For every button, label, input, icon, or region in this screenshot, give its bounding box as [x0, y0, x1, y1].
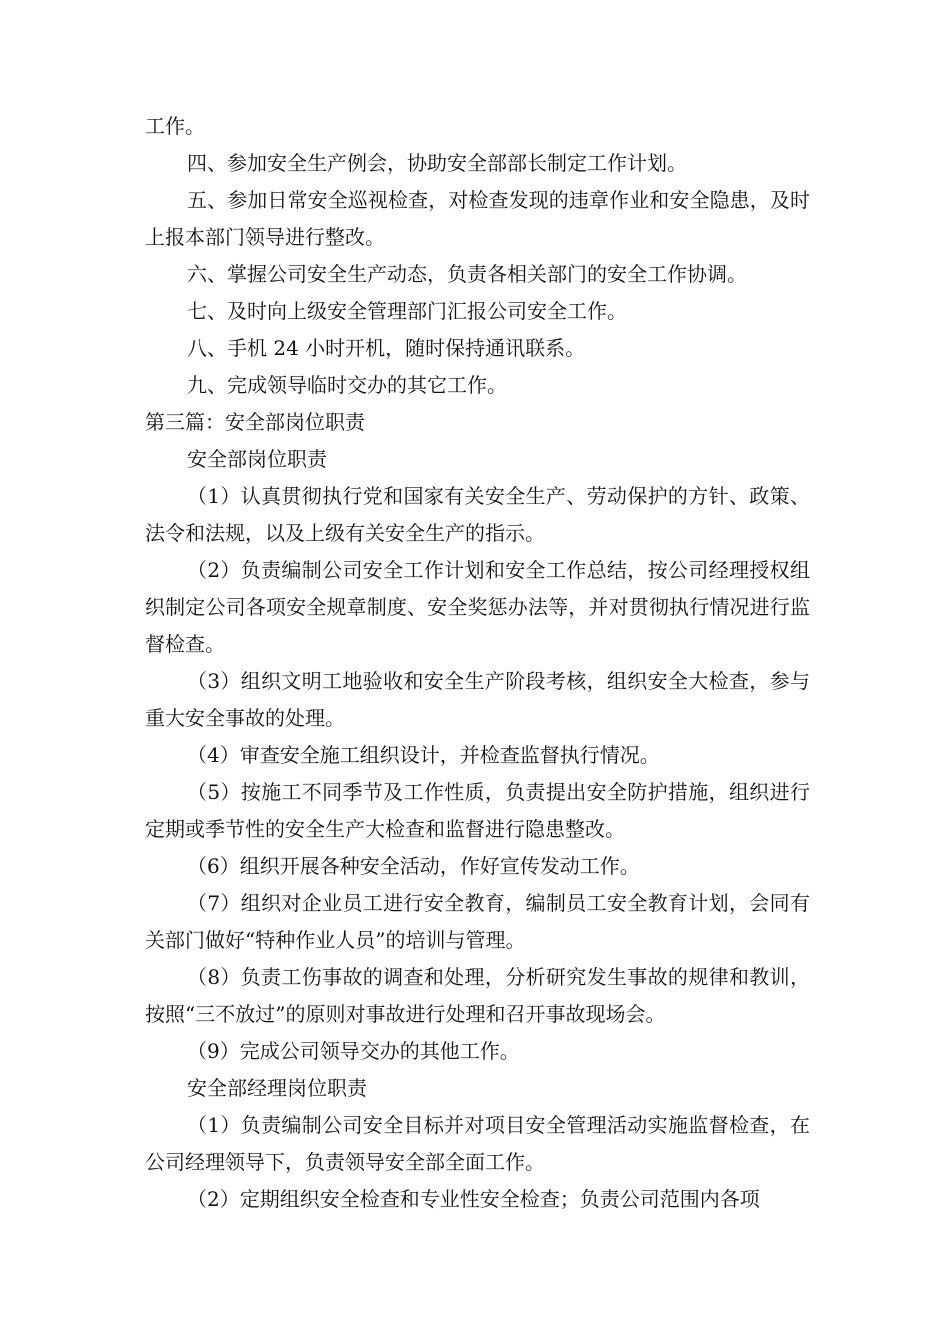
paragraph: （8）负责工伤事故的调查和处理，分析研究发生事故的规律和教训，按照“三不放过”的原则对事故进行处理和召开事故现场会。: [145, 965, 810, 1026]
section-heading: 第三篇：安全部岗位职责: [145, 410, 365, 434]
paragraph: 九、完成领导临时交办的其它工作。: [187, 373, 507, 397]
paragraph: 七、及时向上级安全管理部门汇报公司安全工作。: [187, 299, 627, 323]
paragraph: （3）组织文明工地验收和安全生产阶段考核，组织安全大检查，参与重大安全事故的处理。: [145, 669, 810, 730]
paragraph: 工作。: [145, 114, 205, 138]
paragraph: （1）认真贯彻执行党和国家有关安全生产、劳动保护的方针、政策、法令和法规，以及上级有关安全生产的指示。: [145, 484, 810, 545]
subsection-heading: 安全部岗位职责: [187, 447, 327, 471]
paragraph: （2）负责编制公司安全工作计划和安全工作总结，按公司经理授权组织制定公司各项安全规章制度、安全奖惩办法等，并对贯彻执行情况进行监督检查。: [145, 558, 810, 656]
paragraph: （2）定期组织安全检查和专业性安全检查；负责公司范围内各项: [187, 1187, 760, 1211]
paragraph: 八、手机 24 小时开机，随时保持通讯联系。: [187, 336, 586, 360]
paragraph: （6）组织开展各种安全活动，作好宣传发动工作。: [187, 854, 640, 878]
paragraph: （9）完成公司领导交办的其他工作。: [187, 1039, 520, 1063]
subsection-heading: 安全部经理岗位职责: [187, 1076, 367, 1100]
paragraph: （5）按施工不同季节及工作性质，负责提出安全防护措施，组织进行定期或季节性的安全生产大检查和监督进行隐患整改。: [145, 780, 810, 841]
paragraph: 五、参加日常安全巡视检查，对检查发现的违章作业和安全隐患，及时上报本部门领导进行整改。: [145, 188, 810, 249]
paragraph: 四、参加安全生产例会，协助安全部部长制定工作计划。: [187, 151, 687, 175]
paragraph: （7）组织对企业员工进行安全教育，编制员工安全教育计划，会同有关部门做好“特种作业人员”的培训与管理。: [145, 891, 810, 952]
document-body: [145, 108, 810, 1218]
paragraph: 六、掌握公司安全生产动态，负责各相关部门的安全工作协调。: [187, 262, 747, 286]
paragraph: （4）审查安全施工组织设计，并检查监督执行情况。: [187, 743, 660, 767]
paragraph: （1）负责编制公司安全目标并对项目安全管理活动实施监督检查，在公司经理领导下，负责领导安全部全面工作。: [145, 1113, 810, 1174]
